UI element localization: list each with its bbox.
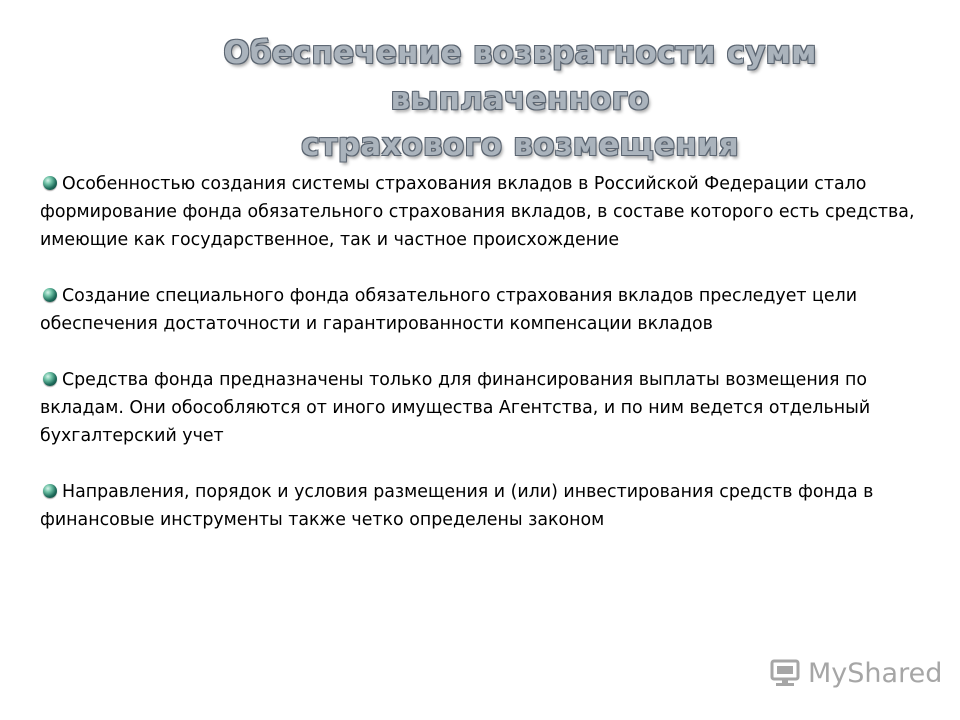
bullet-item: [40, 282, 952, 338]
green-sphere-icon: [43, 372, 57, 386]
slide-title: [100, 30, 940, 168]
watermark-text: MyShared: [808, 657, 943, 689]
myshared-logo-icon: [768, 655, 804, 691]
bullet-item: [40, 170, 952, 254]
bullet-text: Создание специального фонда обязательного страхования вкладов преследует цели обеспечения достаточности и гарантированности компенсации вкладов: [40, 286, 858, 334]
bullet-text: Направления, порядок и условия размещения и (или) инвестирования средств фонда в финансовые инструменты также четко определены законом: [40, 482, 874, 530]
title-line-2: страхового возмещения: [301, 127, 739, 163]
green-sphere-icon: [43, 484, 57, 498]
bullet-text: Особенностью создания системы страхования вкладов в Российской Федерации стало формирование фонда обязательного страхования вкладов, в составе которого есть средства, имеющие как государственное, так и частное происхождение: [40, 174, 915, 250]
title-line-1: Обеспечение возвратности сумм выплаченного: [223, 35, 817, 117]
green-sphere-icon: [43, 176, 57, 190]
myshared-watermark[interactable]: [768, 652, 942, 694]
bullet-list: [40, 170, 952, 562]
bullet-item: [40, 366, 952, 450]
bullet-text: Средства фонда предназначены только для финансирования выплаты возмещения по вкладам. Они обособляются от иного имущества Агентства, и по ним ведется отдельный бухгалтерский учет: [40, 370, 871, 446]
bullet-item: [40, 478, 952, 534]
green-sphere-icon: [43, 288, 57, 302]
